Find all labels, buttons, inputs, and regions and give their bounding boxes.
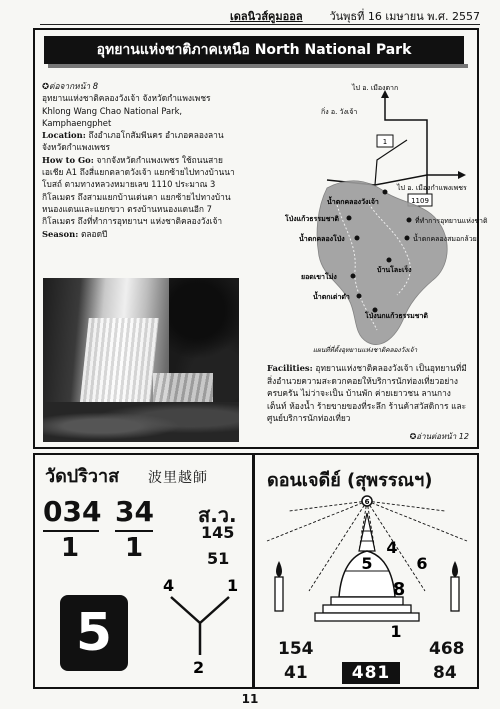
number-tree-graphic bbox=[159, 575, 241, 675]
left-number-1-bottom: 1 bbox=[61, 533, 80, 563]
publication-name: เดลนิวส์คูมออล bbox=[230, 10, 303, 23]
map-falls-klong-wang-chao: น้ำตกคลองวังเจ้า bbox=[327, 198, 379, 206]
map-ban-mai: บ้านโละเร็ง bbox=[377, 266, 412, 274]
lottery-box bbox=[33, 453, 479, 689]
big-digit-box: 5 bbox=[60, 595, 128, 671]
right-number-left-top: 154 bbox=[278, 639, 314, 659]
number-tree bbox=[159, 575, 241, 675]
sv-number-2: 51 bbox=[207, 549, 230, 568]
waterfall-photo bbox=[43, 278, 239, 442]
map-to-mueang-tak: ไป อ. เมืองตาก bbox=[352, 84, 399, 92]
continued-to: ✪อ่านต่อหน้า 12 bbox=[409, 432, 469, 441]
map-nature-trail: โป่งแก้วธรรมชาติ bbox=[285, 215, 339, 223]
road-1109-label: 1109 bbox=[411, 197, 429, 205]
howto-label: How to Go: bbox=[42, 154, 94, 165]
right-number-left-bottom: 41 bbox=[284, 663, 308, 683]
facilities-section bbox=[267, 362, 470, 425]
left-number-2-bottom: 1 bbox=[125, 533, 144, 563]
page-number: 11 bbox=[241, 692, 259, 706]
park-name-thai: อุทยานแห่งชาติคลองวังเจ้า จังหวัดกำแพงเพชร bbox=[42, 93, 211, 104]
location-label: Location: bbox=[42, 130, 86, 141]
howto-paragraph bbox=[42, 154, 242, 228]
continued-from: ✪ต่อจากหน้า 8 bbox=[42, 81, 99, 91]
map-pong-nature: โป่งนกแก้วธรรมชาติ bbox=[365, 312, 428, 320]
page-header bbox=[40, 6, 480, 25]
facilities-text: อุทยานแห่งชาติคลองวังเจ้า เป็นอุทยานที่มีสิ่งอำนวยความสะดวกคอยให้บริการนักท่องเที่ยวอย่างครบครัน ไม่ว่าจะเป็น บ้านพัก ค่ายเยาวชน ลานกางเต็นท์ ห้องน้ำ ร้ายขายของที่ระลึก ร้านค้าสวัสดิการ และศูนย์บริการนักท่องเที่ยว bbox=[267, 363, 467, 424]
article-left-column bbox=[42, 80, 242, 240]
stupa-top-digit: 6 bbox=[364, 498, 370, 506]
stupa-digit-5: 5 bbox=[361, 554, 373, 573]
left-panel-chinese: 波里越師 bbox=[148, 470, 208, 486]
facilities-label: Facilities: bbox=[267, 363, 313, 373]
left-number-1-top: 034 bbox=[43, 495, 102, 528]
tree-bottom-digit: 2 bbox=[193, 658, 205, 675]
stupa-diagram bbox=[259, 491, 475, 639]
stupa-diagram-graphic bbox=[259, 491, 475, 639]
stupa-digit-6: 6 bbox=[416, 554, 428, 573]
stupa-digit-4: 4 bbox=[386, 538, 398, 557]
issue-date: วันพุธที่ 16 เมษายน พ.ศ. 2557 bbox=[329, 10, 480, 23]
map-wang-chao: กิ่ง อ. วังเจ้า bbox=[321, 108, 358, 116]
article-title: อุทยานแห่งชาติภาคเหนือ North National Park bbox=[44, 36, 464, 64]
lottery-divider bbox=[252, 455, 255, 687]
article-box bbox=[33, 28, 488, 449]
stupa-digit-8: 8 bbox=[392, 579, 406, 600]
left-number-2-line bbox=[115, 530, 153, 532]
sv-label: ส.ว. bbox=[198, 503, 237, 527]
left-panel-title: วัดปริวาส bbox=[45, 466, 120, 487]
map-falls-klong-pong: น้ำตกคลองโป่ง bbox=[299, 235, 345, 243]
tree-left-digit: 4 bbox=[163, 576, 175, 595]
right-panel-title: ดอนเจดีย์ (สุพรรณฯ) bbox=[267, 470, 433, 491]
location-text: ถึงอำเภอโกสัมพีนคร อำเภอคลองลาน จังหวัดกำแพงเพชร bbox=[42, 130, 224, 153]
right-number-right-top: 468 bbox=[429, 639, 465, 659]
map-park-hq: ที่ทำการอุทยานแห่งชาติ bbox=[415, 217, 488, 225]
map-to-kamphaeng: ไป อ. เมืองกำแพงเพชร bbox=[397, 184, 467, 192]
tree-right-digit: 1 bbox=[227, 576, 239, 595]
right-number-center-box: 481 bbox=[342, 662, 400, 684]
season-label: Season: bbox=[42, 228, 79, 239]
facilities-paragraph bbox=[267, 362, 470, 425]
season-paragraph bbox=[42, 228, 242, 240]
left-number-2-top: 34 bbox=[115, 495, 154, 528]
park-map bbox=[257, 80, 488, 355]
howto-text: จากจังหวัดกำแพงเพชร ใช้ถนนสายเอเชีย A1 ถึงสี่แยกตลาดวังเจ้า แยกซ้ายไปทางบ้านนาโบสถ์ ตามทางหลวงหมายเลข 1110 ประมาณ 3 กิโลเมตร ถึงสามแยกบ้านเด่นคา แยกซ้ายไปทางบ้านหนองแดนและแยกขวา ตรงบ้านหนองแดนอีก 7 กิโลเมตร ถึงที่ทำการอุทยานฯ แห่งชาติคลองวังเจ้า bbox=[42, 154, 235, 227]
right-number-right-bottom: 84 bbox=[433, 663, 457, 683]
stupa-digit-1: 1 bbox=[390, 622, 402, 639]
location-paragraph bbox=[42, 129, 242, 154]
road-1-label: 1 bbox=[382, 138, 388, 146]
map-falls-klong-samo: น้ำตกคลองสมอกล้วย bbox=[413, 235, 477, 243]
map-caption: แผนที่ที่ตั้งอุทยานแห่งชาติคลองวังเจ้า bbox=[312, 346, 418, 354]
park-map-graphic bbox=[257, 80, 488, 355]
map-doi-mo: ยอดเขาโม่ง bbox=[301, 273, 337, 281]
park-name-english: Khlong Wang Chao National Park, Kamphaengphet bbox=[42, 105, 183, 128]
sv-number-1: 145 bbox=[201, 523, 235, 542]
map-falls-tha-pha: น้ำตกเต่าดำ bbox=[313, 293, 350, 301]
season-text: ตลอดปี bbox=[80, 228, 108, 239]
left-number-1-line bbox=[43, 530, 99, 532]
